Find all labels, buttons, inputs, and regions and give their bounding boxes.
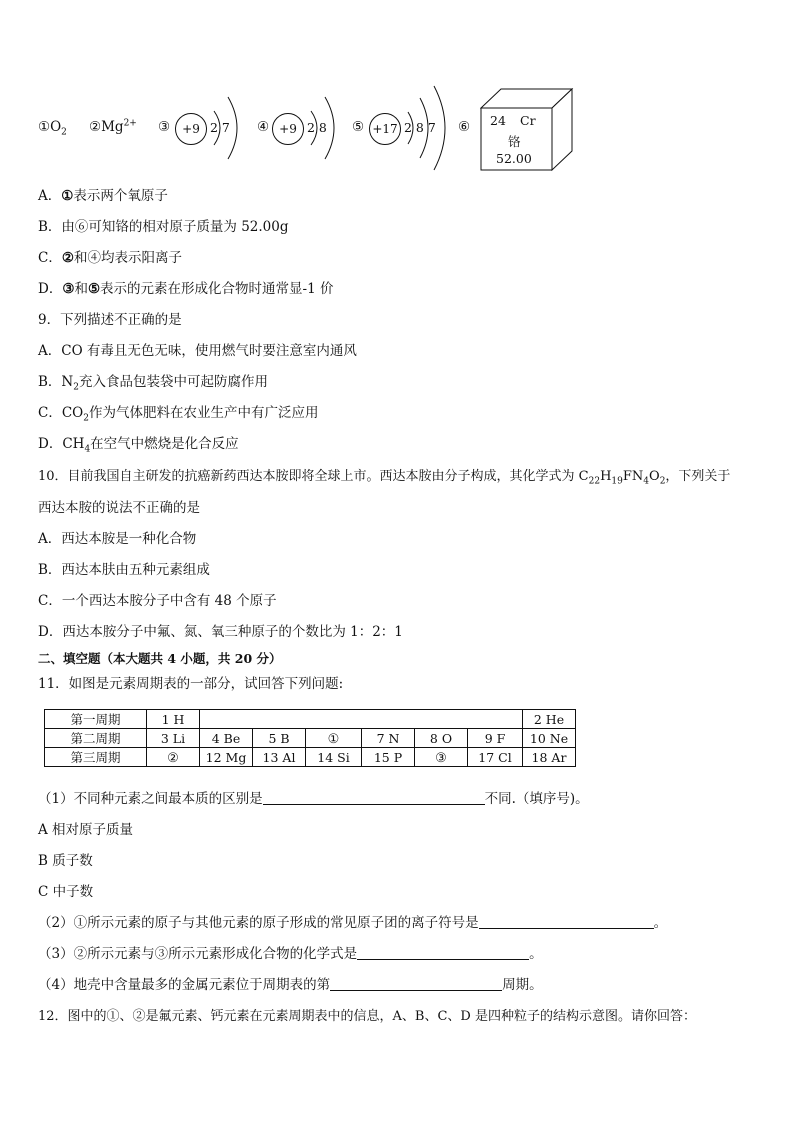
empty-cell (200, 710, 523, 729)
q8-d-text: 表示的元素在形成化合物时通常显-1 价 (100, 281, 334, 297)
q9-b-post: 充入食品包装袋中可起防腐作用 (78, 374, 268, 390)
table-row (45, 710, 576, 729)
q11-part3 (38, 945, 543, 963)
item-o2-sub: 2 (61, 127, 67, 138)
q8-c-text: 和④均表示阳离子 (73, 250, 182, 266)
table-row (45, 748, 576, 767)
element-cell: 9 F (468, 729, 523, 748)
q10-formula-o-sub: 2 (659, 476, 666, 487)
element-cell: 17 Cl (468, 748, 523, 767)
q11-option-a: A 相对原子质量 (38, 822, 134, 838)
q8-option-a (38, 187, 168, 205)
q11-p3-text: （3）②所示元素与③所示元素形成化合物的化学式是 (38, 946, 358, 962)
mark-1: ① (327, 731, 340, 747)
q11-p4-blank[interactable] (330, 976, 502, 991)
element-cell: 12 Mg (200, 748, 253, 767)
q11-p4-text: （4）地壳中含量最多的金属元素位于周期表的第 (38, 977, 331, 993)
element-cell-marked (415, 748, 468, 767)
atom4-nucleus: +9 (272, 113, 304, 145)
q9-stem: 9．下列描述不正确的是 (38, 312, 182, 328)
element-cell: 2 He (523, 710, 576, 729)
q10-formula-h-sub: 19 (611, 476, 623, 487)
q9-option-b (38, 373, 268, 391)
q11-part2 (38, 914, 667, 932)
period-label: 第三周期 (45, 748, 147, 767)
q8-d-mark2: ⑤ (87, 281, 101, 297)
element-cell: 7 N (362, 729, 415, 748)
q11-option-c: C 中子数 (38, 884, 94, 900)
q9-b-sub: 2 (73, 382, 79, 393)
item-mg-text: ②Mg (89, 119, 124, 135)
item-mg-ion (89, 119, 137, 135)
q11-p1-blank[interactable] (263, 790, 485, 805)
element-symbol: Cr (520, 113, 536, 128)
q10-option-b: B．西达本肤由五种元素组成 (38, 562, 210, 578)
element-cell: 8 O (415, 729, 468, 748)
element-cell: 5 B (253, 729, 306, 748)
atom3-electrons: 2 7 (210, 120, 230, 135)
q8-c-prefix: C． (38, 250, 62, 266)
q9-option-c (38, 404, 318, 422)
q8-c-mark: ② (61, 250, 74, 266)
q11-stem: 11．如图是元素周期表的一部分，试回答下列问题: (38, 676, 344, 692)
element-cell: 3 Li (147, 729, 200, 748)
q8-option-d (38, 280, 334, 298)
q8-d-and: 和 (74, 281, 88, 297)
q9-c-pre: C．CO (38, 405, 84, 421)
element-cell: 10 Ne (523, 729, 576, 748)
q10-stem-post: ，下列关于 (665, 469, 731, 484)
q12-stem: 12．图中的①、②是氟元素、钙元素在元素周期表中的信息，A、B、C、D 是四种粒子的结构示意图。请你回答： (38, 1009, 696, 1024)
q9-option-d (38, 435, 239, 453)
mark-2: ② (167, 750, 179, 766)
q9-d-pre: D．CH (38, 436, 85, 452)
periodic-table-fragment (44, 709, 576, 767)
q9-b-pre: B．N (38, 374, 74, 390)
q11-part4 (38, 976, 543, 994)
q10-option-c: C．一个西达本胺分子中含有 48 个原子 (38, 593, 277, 609)
element-atomic-number: 24 (490, 113, 506, 128)
element-cell: 14 Si (306, 748, 362, 767)
q10-formula-h: H (600, 469, 612, 484)
atom4-electrons: 2 8 (307, 120, 327, 135)
item-o2-text: ①O (38, 119, 62, 135)
q8-d-mark1: ③ (62, 281, 75, 297)
q11-p2-blank[interactable] (479, 914, 654, 929)
q9-c-sub: 2 (83, 413, 89, 424)
element-mass: 52.00 (496, 151, 532, 166)
q11-p1-text: （1）不同种元素之间最本质的区别是 (38, 791, 263, 807)
element-cell: 13 Al (253, 748, 306, 767)
q11-p4-post: 周期。 (502, 977, 543, 993)
atom3-nucleus: +9 (175, 113, 207, 145)
q11-p2-post: 。 (653, 915, 668, 931)
q11-option-b: B 质子数 (38, 853, 93, 869)
item-o2 (38, 119, 67, 138)
q11-p2-text: （2）①所示元素的原子与其他元素的原子形成的常见原子团的离子符号是 (38, 915, 479, 931)
table-row (45, 729, 576, 748)
element-cell-marked (306, 729, 362, 748)
q10-stem-line2: 西达本胺的说法不正确的是 (38, 500, 200, 516)
element-cell: 15 P (362, 748, 415, 767)
q8-option-b: B．由⑥可知铬的相对原子质量为 52.00g (38, 219, 289, 235)
q9-d-post: 在空气中燃烧是化合反应 (90, 436, 239, 452)
q10-option-d: D．西达本胺分子中氟、氮、氧三种原子的个数比为 1：2：1 (38, 624, 403, 640)
item3-label: ③ (158, 119, 171, 135)
period-label: 第一周期 (45, 710, 147, 729)
q10-formula-fn: FN (622, 469, 644, 484)
element-name: 铬 (508, 134, 521, 149)
section2-title: 二、填空题（本大题共 4 小题，共 20 分） (38, 651, 282, 666)
q10-stem (38, 468, 730, 486)
q8-a-mark: ① (61, 188, 74, 204)
q8-option-c (38, 249, 182, 267)
item-mg-sup: 2+ (123, 118, 137, 129)
item6-label: ⑥ (458, 119, 471, 135)
q9-c-post: 作为气体肥料在农业生产中有广泛应用 (88, 405, 319, 421)
atom5-nucleus: +17 (369, 113, 401, 145)
element-cell: 18 Ar (523, 748, 576, 767)
q9-option-a: A．CO 有毒且无色无味，使用燃气时要注意室内通风 (38, 343, 357, 359)
element-cell: 1 H (147, 710, 200, 729)
q10-option-a: A．西达本胺是一种化合物 (38, 531, 197, 547)
element-cell-marked (147, 748, 200, 767)
element-cell: 4 Be (200, 729, 253, 748)
item4-label: ④ (257, 119, 270, 135)
q10-formula-n-sub: 4 (643, 476, 650, 487)
q8-a-prefix: A． (38, 188, 62, 204)
q10-formula-o: O (649, 469, 660, 484)
item5-label: ⑤ (352, 119, 365, 135)
q8-a-text: 表示两个氧原子 (73, 188, 168, 204)
q11-p3-post: 。 (529, 946, 543, 962)
q10-formula-c: 22 (588, 476, 601, 487)
q8-d-prefix: D． (38, 281, 63, 297)
q11-p1-post: 不同.（填序号)。 (484, 791, 589, 807)
mark-3: ③ (435, 750, 447, 766)
period-label: 第二周期 (45, 729, 147, 748)
q10-stem-pre: 10．目前我国自主研发的抗癌新药西达本胺即将全球上市。西达本胺由分子构成，其化学式为 C (38, 469, 589, 484)
q11-part1 (38, 790, 589, 808)
q11-p3-blank[interactable] (357, 945, 529, 960)
q9-d-sub: 4 (84, 444, 91, 455)
atom5-electrons: 2 8 7 (404, 120, 436, 135)
